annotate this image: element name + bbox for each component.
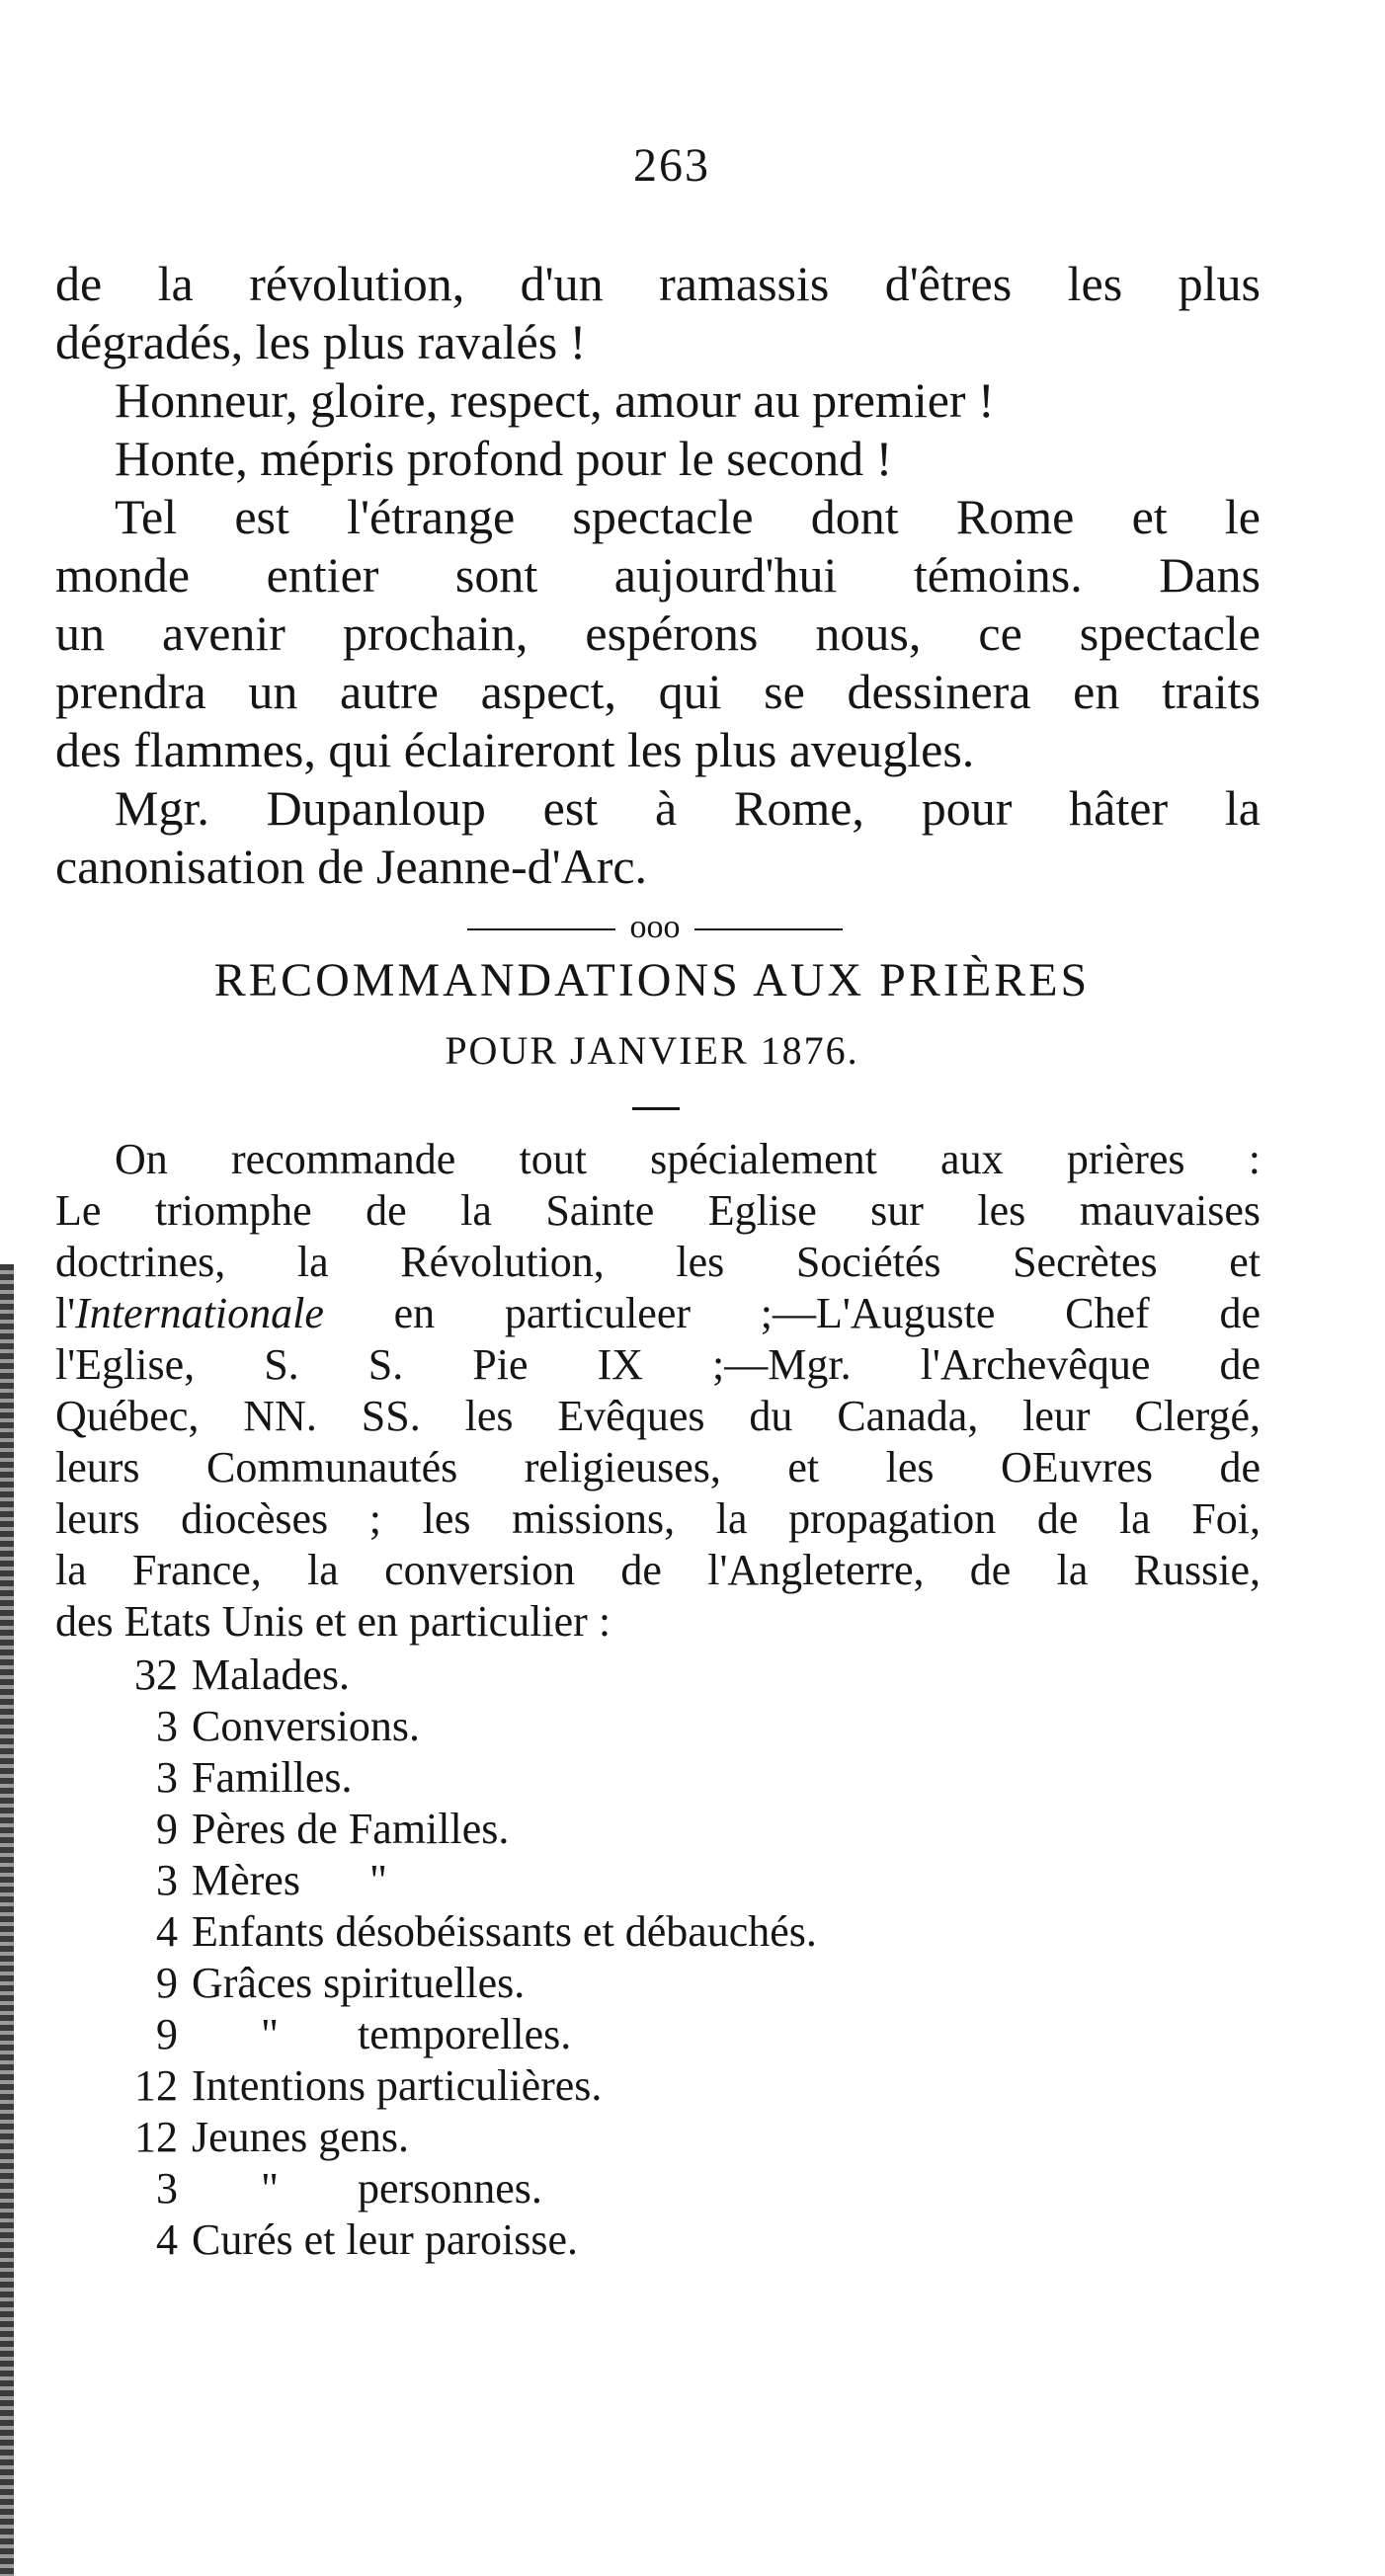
item-count: 9 <box>156 1959 178 2007</box>
item-label: Malades. <box>192 1650 351 1699</box>
list-item <box>99 1650 1185 1701</box>
text-line: des Etats Unis et en particulier : <box>55 1597 611 1646</box>
opening-text <box>55 255 1261 896</box>
item-count: 32 <box>134 1650 178 1699</box>
list-item <box>99 2163 1185 2214</box>
text-line: Québec, NN. SS. les Evêques du Canada, leur Clergé, <box>55 1392 1261 1440</box>
item-count: 9 <box>156 2010 178 2058</box>
text-line: leurs diocèses ; les missions, la propagation de la Foi, <box>55 1494 1261 1543</box>
item-count: 3 <box>156 1753 178 1802</box>
text-line: des flammes, qui éclaireront les plus aveugles. <box>55 722 975 777</box>
list-item <box>99 1855 1185 1906</box>
text-line: Mgr. Dupanloup est à Rome, pour hâter la <box>115 780 1261 836</box>
item-label: Jeunes gens. <box>192 2113 409 2161</box>
text-line: de la révolution, d'un ramassis d'êtres les plus <box>55 256 1261 311</box>
list-item <box>99 2060 1185 2112</box>
text-line: Honte, mépris profond pour le second ! <box>115 431 893 486</box>
item-count: 9 <box>156 1805 178 1853</box>
text-line: canonisation de Jeanne-d'Arc. <box>55 839 648 894</box>
list-item <box>99 1804 1185 1855</box>
text-line: prendra un autre aspect, qui se dessinera en traits <box>55 664 1261 719</box>
text-line: l'Internationale en particuleer ;—L'Auguste Chef de <box>55 1289 1261 1337</box>
item-label: Mères <box>192 1856 300 1904</box>
list-item <box>99 1906 1185 1958</box>
ditto-mark: " <box>261 2164 279 2213</box>
recommendation-list <box>99 1650 1185 2266</box>
list-item <box>99 1958 1185 2009</box>
text-line: la France, la conversion de l'Angleterre, de la Russie, <box>55 1546 1261 1594</box>
item-label: Pères de Familles. <box>192 1805 510 1853</box>
italic-term: Internationale <box>75 1289 324 1337</box>
item-count: 3 <box>156 1856 178 1904</box>
list-item <box>99 2214 1185 2266</box>
item-label: Familles. <box>192 1753 353 1802</box>
section-subtitle: POUR JANVIER 1876. <box>445 1028 859 1073</box>
section-title: RECOMMANDATIONS AUX PRIÈRES <box>213 954 1091 1006</box>
ditto-mark: " <box>368 1856 387 1904</box>
item-label: Grâces spirituelles. <box>192 1959 526 2007</box>
text-line: Honneur, gloire, respect, amour au premier ! <box>115 372 995 428</box>
item-count: 12 <box>134 2113 178 2161</box>
item-label: temporelles. <box>357 2010 572 2058</box>
item-count: 3 <box>156 2164 178 2213</box>
item-label: Curés et leur paroisse. <box>192 2215 578 2264</box>
text-line: Le triomphe de la Sainte Eglise sur les mauvaises <box>55 1186 1261 1235</box>
book-binding-edge <box>0 1264 14 2576</box>
text-line: monde entier sont aujourd'hui témoins. Dans <box>55 547 1261 603</box>
item-label: Conversions. <box>192 1702 420 1750</box>
recommendation-intro <box>55 1134 1261 1648</box>
item-count: 12 <box>134 2061 178 2110</box>
text-line: On recommande tout spécialement aux prières : <box>115 1135 1261 1183</box>
page-number: 263 <box>633 139 710 192</box>
text-line: doctrines, la Révolution, les Sociétés Secrètes et <box>55 1238 1261 1286</box>
text-line: leurs Communautés religieuses, et les OEuvres de <box>55 1443 1261 1491</box>
text-line: l'Eglise, S. S. Pie IX ;—Mgr. l'Archevêque de <box>55 1340 1261 1389</box>
section-divider <box>443 909 867 946</box>
text-line: un avenir prochain, espérons nous, ce spectacle <box>55 605 1261 661</box>
list-item <box>99 2009 1185 2060</box>
list-item <box>99 1752 1185 1804</box>
item-label: personnes. <box>357 2164 542 2213</box>
item-label: Enfants désobéissants et débauchés. <box>192 1907 817 1956</box>
text-line: dégradés, les plus ravalés ! <box>55 314 587 369</box>
list-item <box>99 2112 1185 2163</box>
item-label: Intentions particulières. <box>192 2061 603 2110</box>
short-rule <box>632 1107 680 1110</box>
item-count: 4 <box>156 1907 178 1956</box>
ditto-mark: " <box>261 2010 279 2058</box>
list-item <box>99 1701 1185 1752</box>
item-count: 4 <box>156 2215 178 2264</box>
text-line: Tel est l'étrange spectacle dont Rome et le <box>115 489 1261 544</box>
divider-ornament: ooo <box>629 909 681 945</box>
item-count: 3 <box>156 1702 178 1750</box>
